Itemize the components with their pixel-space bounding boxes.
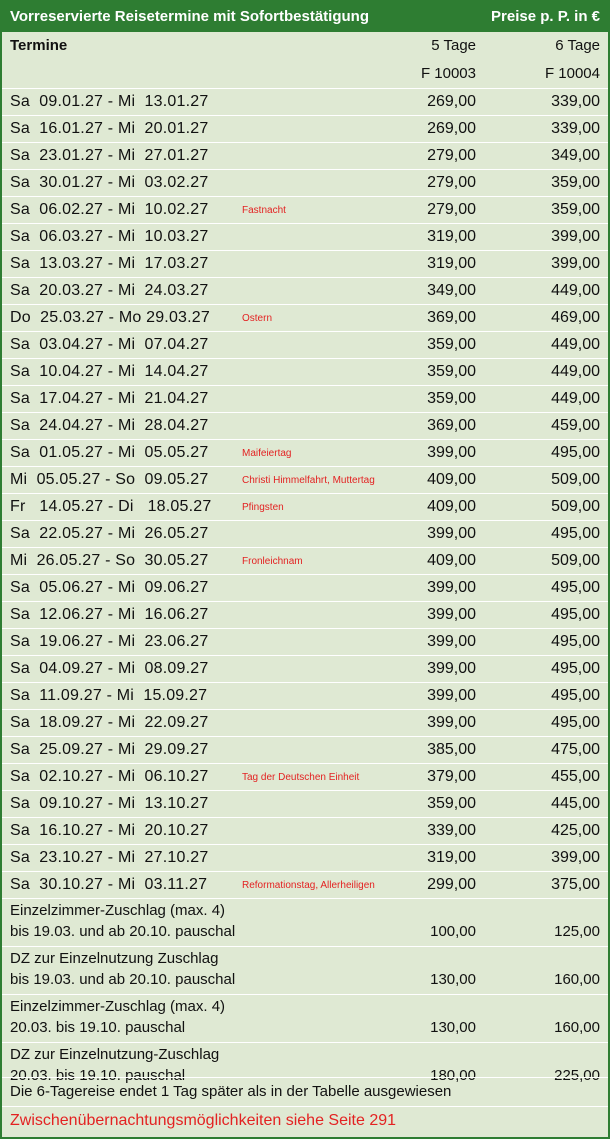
travel-dates: Sa 05.06.27 - Mi 09.06.27 (10, 579, 209, 596)
surcharge-6-tage: 125,00 (554, 923, 600, 940)
code-5-tage: F 10003 (420, 65, 476, 82)
table-row (2, 655, 608, 682)
footer-reference: Zwischenübernachtungsmöglichkeiten siehe Seite 291 (10, 1112, 397, 1129)
table-row (2, 736, 608, 763)
col-6-tage-header: 6 Tage (555, 37, 600, 54)
travel-dates: Sa 19.06.27 - Mi 23.06.27 (10, 633, 209, 650)
table-row (2, 331, 608, 358)
price-5-tage: 359,00 (427, 795, 476, 812)
travel-dates: Mi 26.05.27 - So 30.05.27 (10, 552, 209, 569)
table-title: Vorreservierte Reisetermine mit Sofortbestätigung (10, 8, 369, 25)
table-row (2, 358, 608, 385)
price-6-tage: 425,00 (551, 822, 600, 839)
surcharge-label: DZ zur Einzelnutzung-Zuschlag (10, 1046, 220, 1063)
table-row (2, 520, 608, 547)
table-row (2, 169, 608, 196)
travel-dates: Sa 23.01.27 - Mi 27.01.27 (10, 147, 209, 164)
price-5-tage: 299,00 (427, 876, 476, 893)
price-5-tage: 385,00 (427, 741, 476, 758)
price-6-tage: 449,00 (551, 282, 600, 299)
travel-dates: Sa 03.04.27 - Mi 07.04.27 (10, 336, 209, 353)
table-row (2, 871, 608, 898)
table-row (2, 115, 608, 142)
price-5-tage: 359,00 (427, 363, 476, 380)
price-5-tage: 369,00 (427, 309, 476, 326)
price-6-tage: 509,00 (551, 471, 600, 488)
travel-dates: Sa 13.03.27 - Mi 17.03.27 (10, 255, 209, 272)
price-5-tage: 359,00 (427, 390, 476, 407)
surcharge-6-tage: 160,00 (554, 971, 600, 988)
holiday-note: Ostern (242, 313, 273, 324)
price-6-tage: 495,00 (551, 633, 600, 650)
price-6-tage: 449,00 (551, 390, 600, 407)
price-6-tage: 495,00 (551, 525, 600, 542)
travel-dates: Sa 09.01.27 - Mi 13.01.27 (10, 93, 209, 110)
travel-dates: Sa 17.04.27 - Mi 21.04.27 (10, 390, 209, 407)
surcharge-label: Einzelzimmer-Zuschlag (max. 4) (10, 998, 226, 1015)
surcharge-label: Einzelzimmer-Zuschlag (max. 4) (10, 902, 226, 919)
surcharge-6-tage: 225,00 (554, 1067, 600, 1084)
price-5-tage: 319,00 (427, 849, 476, 866)
table-row (2, 412, 608, 439)
code-6-tage: F 10004 (544, 65, 600, 82)
table-row (2, 304, 608, 331)
surcharge-5-tage: 130,00 (430, 1019, 476, 1036)
price-6-tage: 509,00 (551, 498, 600, 515)
price-5-tage: 339,00 (427, 822, 476, 839)
surcharge-label: DZ zur Einzelnutzung Zuschlag (10, 950, 219, 967)
travel-dates: Sa 10.04.27 - Mi 14.04.27 (10, 363, 209, 380)
table-row (2, 196, 608, 223)
travel-dates: Sa 11.09.27 - Mi 15.09.27 (10, 687, 208, 704)
price-6-tage: 455,00 (551, 768, 600, 785)
column-header-row (2, 32, 608, 60)
price-6-tage: 449,00 (551, 336, 600, 353)
price-6-tage: 509,00 (551, 552, 600, 569)
price-5-tage: 279,00 (427, 174, 476, 191)
price-6-tage: 495,00 (551, 579, 600, 596)
surcharge-6-tage: 160,00 (554, 1019, 600, 1036)
table-row (2, 817, 608, 844)
travel-dates: Sa 18.09.27 - Mi 22.09.27 (10, 714, 209, 731)
travel-dates: Sa 09.10.27 - Mi 13.10.27 (10, 795, 209, 812)
price-6-tage: 495,00 (551, 714, 600, 731)
price-6-tage: 359,00 (551, 174, 600, 191)
title-bar (2, 2, 608, 32)
price-5-tage: 399,00 (427, 444, 476, 461)
travel-dates: Sa 30.10.27 - Mi 03.11.27 (10, 876, 208, 893)
travel-dates: Sa 16.10.27 - Mi 20.10.27 (10, 822, 209, 839)
table-row (2, 601, 608, 628)
table-row (2, 142, 608, 169)
price-6-tage: 445,00 (551, 795, 600, 812)
col-5-tage-header: 5 Tage (431, 37, 476, 54)
travel-dates: Mi 05.05.27 - So 09.05.27 (10, 471, 209, 488)
table-row (2, 709, 608, 736)
travel-dates: Sa 06.02.27 - Mi 10.02.27 (10, 201, 209, 218)
price-6-tage: 359,00 (551, 201, 600, 218)
holiday-note: Reformationstag, Allerheiligen (242, 880, 375, 891)
price-5-tage: 379,00 (427, 768, 476, 785)
termine-header: Termine (10, 37, 68, 54)
price-5-tage: 349,00 (427, 282, 476, 299)
price-5-tage: 269,00 (427, 93, 476, 110)
travel-dates: Do 25.03.27 - Mo 29.03.27 (10, 309, 210, 326)
travel-dates: Fr 14.05.27 - Di 18.05.27 (10, 498, 212, 515)
price-5-tage: 409,00 (427, 498, 476, 515)
price-5-tage: 399,00 (427, 633, 476, 650)
holiday-note: Pfingsten (242, 502, 284, 513)
footer-note-row (2, 1077, 608, 1104)
price-5-tage: 269,00 (427, 120, 476, 137)
price-5-tage: 399,00 (427, 606, 476, 623)
surcharge-period: 20.03. bis 19.10. pauschal (10, 1067, 186, 1084)
price-6-tage: 495,00 (551, 606, 600, 623)
travel-dates: Sa 20.03.27 - Mi 24.03.27 (10, 282, 209, 299)
price-6-tage: 399,00 (551, 849, 600, 866)
table-row (2, 250, 608, 277)
price-5-tage: 279,00 (427, 147, 476, 164)
surcharge-period: bis 19.03. und ab 20.10. pauschal (10, 923, 236, 940)
price-6-tage: 349,00 (551, 147, 600, 164)
price-6-tage: 495,00 (551, 444, 600, 461)
table-row (2, 439, 608, 466)
footer-link-row (2, 1106, 608, 1137)
travel-dates: Sa 02.10.27 - Mi 06.10.27 (10, 768, 209, 785)
price-note: Preise p. P. in € (491, 8, 600, 25)
price-5-tage: 399,00 (427, 687, 476, 704)
price-6-tage: 459,00 (551, 417, 600, 434)
travel-dates: Sa 01.05.27 - Mi 05.05.27 (10, 444, 209, 461)
table-row (2, 493, 608, 520)
surcharge-row (2, 994, 608, 1042)
price-6-tage: 399,00 (551, 255, 600, 272)
holiday-note: Christi Himmelfahrt, Muttertag (242, 475, 375, 486)
price-6-tage: 399,00 (551, 228, 600, 245)
price-6-tage: 449,00 (551, 363, 600, 380)
travel-dates: Sa 12.06.27 - Mi 16.06.27 (10, 606, 209, 623)
price-5-tage: 409,00 (427, 552, 476, 569)
price-5-tage: 359,00 (427, 336, 476, 353)
travel-dates: Sa 25.09.27 - Mi 29.09.27 (10, 741, 209, 758)
price-6-tage: 469,00 (551, 309, 600, 326)
price-5-tage: 399,00 (427, 579, 476, 596)
table-row (2, 88, 608, 115)
holiday-note: Fastnacht (242, 205, 286, 216)
holiday-note: Tag der Deutschen Einheit (242, 772, 360, 783)
price-5-tage: 409,00 (427, 471, 476, 488)
table-row (2, 574, 608, 601)
price-6-tage: 495,00 (551, 660, 600, 677)
travel-dates: Sa 24.04.27 - Mi 28.04.27 (10, 417, 209, 434)
table-row (2, 628, 608, 655)
surcharge-5-tage: 130,00 (430, 971, 476, 988)
price-5-tage: 319,00 (427, 255, 476, 272)
table-row (2, 790, 608, 817)
surcharge-period: bis 19.03. und ab 20.10. pauschal (10, 971, 236, 988)
price-6-tage: 495,00 (551, 687, 600, 704)
surcharge-5-tage: 180,00 (430, 1067, 476, 1084)
travel-dates: Sa 04.09.27 - Mi 08.09.27 (10, 660, 209, 677)
price-5-tage: 319,00 (427, 228, 476, 245)
holiday-note: Maifeiertag (242, 448, 292, 459)
table-row (2, 763, 608, 790)
price-5-tage: 369,00 (427, 417, 476, 434)
surcharge-period: 20.03. bis 19.10. pauschal (10, 1019, 186, 1036)
price-5-tage: 399,00 (427, 660, 476, 677)
table-row (2, 277, 608, 304)
price-6-tage: 375,00 (551, 876, 600, 893)
table-row (2, 547, 608, 574)
price-6-tage: 475,00 (551, 741, 600, 758)
surcharge-row (2, 898, 608, 946)
price-5-tage: 399,00 (427, 714, 476, 731)
price-6-tage: 339,00 (551, 120, 600, 137)
table-row (2, 844, 608, 871)
footer-note: Die 6-Tagereise endet 1 Tag später als in der Tabelle ausgewiesen (10, 1083, 452, 1100)
travel-dates: Sa 06.03.27 - Mi 10.03.27 (10, 228, 209, 245)
table-row (2, 682, 608, 709)
travel-dates: Sa 16.01.27 - Mi 20.01.27 (10, 120, 209, 137)
table-row (2, 223, 608, 250)
travel-dates: Sa 22.05.27 - Mi 26.05.27 (10, 525, 209, 542)
travel-dates: Sa 30.01.27 - Mi 03.02.27 (10, 174, 209, 191)
table-row (2, 466, 608, 493)
surcharge-row (2, 946, 608, 994)
price-5-tage: 399,00 (427, 525, 476, 542)
code-header-row (2, 60, 608, 88)
price-6-tage: 339,00 (551, 93, 600, 110)
price-5-tage: 279,00 (427, 201, 476, 218)
holiday-note: Fronleichnam (242, 556, 303, 567)
surcharge-5-tage: 100,00 (430, 923, 476, 940)
table-row (2, 385, 608, 412)
travel-dates: Sa 23.10.27 - Mi 27.10.27 (10, 849, 209, 866)
